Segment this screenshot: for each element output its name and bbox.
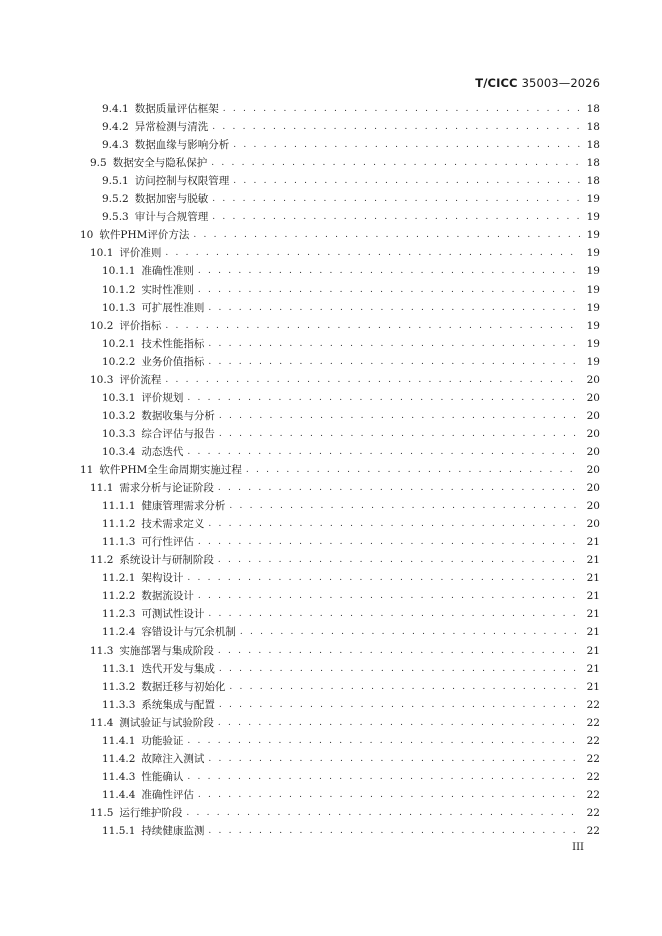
toc-entry-number: 10.3.4 xyxy=(102,445,136,458)
toc-entry-page: 22 xyxy=(586,770,600,783)
toc-entry[interactable] xyxy=(0,443,600,461)
toc-entry[interactable] xyxy=(0,551,600,569)
toc-entry-title: 评价准则 xyxy=(119,247,162,260)
toc-entry-number: 10.1.3 xyxy=(102,301,136,314)
toc-entry-number: 11.2.4 xyxy=(102,626,136,639)
toc-entry[interactable] xyxy=(0,605,600,623)
toc-dot-leader xyxy=(218,479,580,497)
toc-entry-page: 21 xyxy=(586,572,600,585)
toc-entry-title: 系统集成与配置 xyxy=(141,698,215,711)
toc-entry-title: 评价流程 xyxy=(119,373,162,386)
toc-entry-page: 21 xyxy=(586,680,600,693)
toc-entry-title: 实时性准则 xyxy=(141,283,194,296)
toc-entry-page: 19 xyxy=(586,211,600,224)
toc-entry[interactable] xyxy=(0,642,600,660)
toc-entry[interactable] xyxy=(0,804,600,822)
toc-entry-page: 19 xyxy=(586,193,600,206)
toc-entry[interactable] xyxy=(0,732,600,750)
toc-entry[interactable] xyxy=(0,244,600,262)
toc-entry-number: 9.5.2 xyxy=(102,193,129,206)
toc-entry-page: 19 xyxy=(586,301,600,314)
toc-entry-title: 动态迭代 xyxy=(141,445,184,458)
toc-dot-leader xyxy=(208,605,580,623)
toc-entry[interactable] xyxy=(0,750,600,768)
toc-entry[interactable] xyxy=(0,623,600,641)
toc-entry-number: 11.2.2 xyxy=(102,590,136,603)
toc-dot-leader xyxy=(219,407,580,425)
toc-dot-leader xyxy=(212,118,580,136)
toc-entry-title: 软件PHM全生命周期实施过程 xyxy=(99,464,242,476)
toc-entry-page: 21 xyxy=(586,608,600,621)
toc-entry-title: 系统设计与研制阶段 xyxy=(119,554,214,567)
toc-entry-number: 11.2.3 xyxy=(102,608,136,621)
toc-entry-page: 20 xyxy=(586,518,600,531)
toc-entry-page: 21 xyxy=(586,554,600,567)
toc-entry-page: 20 xyxy=(586,427,600,440)
toc-entry-title: 健康管理需求分析 xyxy=(141,500,226,513)
toc-dot-leader xyxy=(193,226,580,244)
toc-entry-page: 19 xyxy=(586,229,600,242)
toc-entry[interactable] xyxy=(0,190,600,208)
toc-entry-page: 22 xyxy=(586,806,600,819)
toc-dot-leader xyxy=(208,750,580,768)
toc-dot-leader xyxy=(187,732,580,750)
toc-entry-page: 21 xyxy=(586,644,600,657)
toc-entry-number: 10.3.1 xyxy=(102,391,136,404)
toc-entry-number: 9.4.1 xyxy=(102,103,129,115)
toc-entry-number: 9.4.2 xyxy=(102,121,129,134)
toc-entry-page: 20 xyxy=(586,409,600,422)
toc-entry-title: 软件PHM评价方法 xyxy=(99,229,190,242)
toc-dot-leader xyxy=(165,317,580,335)
toc-entry-page: 22 xyxy=(586,734,600,747)
toc-entry-number: 9.5 xyxy=(90,157,107,170)
toc-entry-number: 10.3 xyxy=(90,373,114,386)
toc-dot-leader xyxy=(187,389,580,407)
standard-code: T/CICC xyxy=(475,76,518,90)
toc-dot-leader xyxy=(186,804,580,822)
toc-entry-page: 18 xyxy=(586,103,600,115)
toc-entry[interactable] xyxy=(0,497,600,515)
toc-entry-title: 数据加密与脱敏 xyxy=(134,193,209,206)
toc-entry-title: 可行性评估 xyxy=(141,536,194,549)
toc-entry-title: 数据血缘与影响分析 xyxy=(134,139,230,152)
toc-dot-leader xyxy=(219,425,580,443)
toc-dot-leader xyxy=(218,642,580,660)
toc-entry[interactable] xyxy=(0,281,600,299)
toc-dot-leader xyxy=(219,660,580,678)
toc-entry[interactable] xyxy=(0,208,600,226)
toc-entry-number: 11.3.3 xyxy=(102,698,136,711)
toc-entry-number: 11.1.2 xyxy=(102,518,136,531)
toc-entry[interactable] xyxy=(0,335,600,353)
toc-dot-leader xyxy=(208,822,580,840)
toc-entry-page: 19 xyxy=(586,283,600,296)
toc-entry-title: 评价指标 xyxy=(119,319,162,332)
toc-entry-page: 22 xyxy=(586,698,600,711)
toc-entry-title: 业务价值指标 xyxy=(141,355,205,368)
toc-entry-page: 20 xyxy=(586,391,600,404)
toc-entry-page: 19 xyxy=(586,319,600,332)
toc-entry-page: 19 xyxy=(586,247,600,260)
page-number: III xyxy=(572,842,584,853)
toc-entry-page: 22 xyxy=(586,825,600,837)
toc-entry-title: 评价规划 xyxy=(141,391,184,404)
toc-dot-leader xyxy=(223,100,580,118)
toc-entry-title: 测试验证与试验阶段 xyxy=(119,716,214,729)
toc-entry-title: 技术性能指标 xyxy=(141,337,205,350)
toc-dot-leader xyxy=(233,172,580,190)
toc-entry-title: 故障注入测试 xyxy=(141,752,205,765)
toc-entry[interactable] xyxy=(0,172,600,190)
document-header xyxy=(475,76,600,90)
toc-entry-title: 迭代开发与集成 xyxy=(141,662,215,675)
toc-entry-number: 11.4.3 xyxy=(102,770,136,783)
toc-dot-leader xyxy=(229,678,580,696)
toc-entry-title: 实施部署与集成阶段 xyxy=(119,644,214,657)
toc-entry-number: 11.1 xyxy=(90,482,114,495)
toc-entry-title: 访问控制与权限管理 xyxy=(134,175,230,188)
toc-entry[interactable] xyxy=(0,587,600,605)
toc-entry[interactable] xyxy=(0,353,600,371)
toc-entry-page: 19 xyxy=(586,265,600,278)
toc-entry[interactable] xyxy=(0,389,600,407)
toc-entry-title: 可测试性设计 xyxy=(141,608,205,621)
toc-entry-page: 21 xyxy=(586,662,600,675)
toc-entry-number: 9.5.1 xyxy=(102,175,129,188)
toc-entry-number: 11.2 xyxy=(90,554,114,567)
toc-entry-title: 持续健康监测 xyxy=(141,825,205,837)
toc-entry-page: 18 xyxy=(586,121,600,134)
toc-entry-number: 11.3 xyxy=(90,644,114,657)
toc-entry[interactable] xyxy=(0,100,600,118)
toc-entry-title: 架构设计 xyxy=(141,572,184,585)
toc-entry[interactable] xyxy=(0,317,600,335)
toc-dot-leader xyxy=(233,136,580,154)
toc-entry-number: 10.3.3 xyxy=(102,427,136,440)
toc-dot-leader xyxy=(229,497,580,515)
toc-entry[interactable] xyxy=(0,425,600,443)
toc-entry-page: 21 xyxy=(586,536,600,549)
toc-entry-page: 18 xyxy=(586,157,600,170)
toc-entry[interactable] xyxy=(0,479,600,497)
toc-dot-leader xyxy=(208,353,580,371)
toc-entry[interactable] xyxy=(0,696,600,714)
toc-dot-leader xyxy=(187,443,580,461)
toc-entry-number: 11.3.2 xyxy=(102,680,136,693)
toc-entry-page: 22 xyxy=(586,716,600,729)
toc-entry[interactable] xyxy=(0,822,600,840)
toc-dot-leader xyxy=(198,262,580,280)
toc-entry[interactable] xyxy=(0,714,600,732)
toc-entry-number: 11 xyxy=(80,464,94,476)
toc-dot-leader xyxy=(240,623,580,641)
toc-dot-leader xyxy=(198,281,580,299)
toc-dot-leader xyxy=(165,244,580,262)
toc-entry-page: 18 xyxy=(586,139,600,152)
toc-entry-title: 数据流设计 xyxy=(141,590,194,603)
toc-entry-title: 准确性准则 xyxy=(141,265,194,278)
toc-entry[interactable] xyxy=(0,461,600,479)
toc-dot-leader xyxy=(208,515,580,533)
toc-entry-number: 10.2 xyxy=(90,319,114,332)
toc-entry-title: 数据收集与分析 xyxy=(141,409,215,422)
toc-dot-leader xyxy=(208,299,580,317)
toc-entry-title: 运行维护阶段 xyxy=(119,806,183,819)
toc-entry-number: 10.2.1 xyxy=(102,337,136,350)
toc-entry-number: 10 xyxy=(80,229,94,242)
toc-entry[interactable] xyxy=(0,371,600,389)
toc-dot-leader xyxy=(246,461,580,479)
toc-entry-title: 技术需求定义 xyxy=(141,518,205,531)
toc-entry-page: 22 xyxy=(586,788,600,801)
toc-entry-number: 11.4.4 xyxy=(102,788,136,801)
toc-dot-leader xyxy=(218,551,580,569)
toc-entry-title: 需求分析与论证阶段 xyxy=(119,482,214,495)
toc-entry-title: 可扩展性准则 xyxy=(141,301,205,314)
toc-entry-number: 11.1.1 xyxy=(102,500,136,513)
toc-entry-page: 19 xyxy=(586,337,600,350)
toc-entry-number: 10.3.2 xyxy=(102,409,136,422)
standard-number: 35003—2026 xyxy=(521,76,600,90)
toc-entry-title: 数据迁移与初始化 xyxy=(141,680,226,693)
toc-entry-page: 20 xyxy=(586,373,600,386)
toc-entry-title: 性能确认 xyxy=(141,770,184,783)
toc-entry-page: 20 xyxy=(586,500,600,513)
toc-dot-leader xyxy=(212,208,580,226)
toc-entry-title: 综合评估与报告 xyxy=(141,427,215,440)
toc-dot-leader xyxy=(198,786,580,804)
toc-entry-title: 异常检测与清洗 xyxy=(134,121,209,134)
toc-entry-title: 准确性评估 xyxy=(141,788,194,801)
toc-entry[interactable] xyxy=(0,262,600,280)
toc-entry-page: 20 xyxy=(586,482,600,495)
toc-entry[interactable] xyxy=(0,118,600,136)
toc-entry-title: 审计与合规管理 xyxy=(134,211,209,224)
toc-entry-page: 19 xyxy=(586,355,600,368)
toc-entry-title: 功能验证 xyxy=(141,734,184,747)
toc-entry-number: 11.1.3 xyxy=(102,536,136,549)
toc-entry-number: 9.4.3 xyxy=(102,139,129,152)
toc-entry-page: 18 xyxy=(586,175,600,188)
toc-dot-leader xyxy=(187,569,580,587)
toc-entry[interactable] xyxy=(0,299,600,317)
toc-entry[interactable] xyxy=(0,786,600,804)
toc-entry-page: 20 xyxy=(586,464,600,476)
toc-entry[interactable] xyxy=(0,136,600,154)
toc-dot-leader xyxy=(208,335,580,353)
toc-dot-leader xyxy=(198,587,580,605)
toc-entry-number: 10.1.2 xyxy=(102,283,136,296)
toc-entry-number: 11.5.1 xyxy=(102,825,136,837)
toc-entry[interactable] xyxy=(0,678,600,696)
toc-entry-page: 21 xyxy=(586,626,600,639)
toc-entry[interactable] xyxy=(0,533,600,551)
toc-entry[interactable] xyxy=(0,660,600,678)
toc-dot-leader xyxy=(212,190,580,208)
toc-entry-number: 9.5.3 xyxy=(102,211,129,224)
toc-entry[interactable] xyxy=(0,407,600,425)
toc-dot-leader xyxy=(198,533,580,551)
toc-dot-leader xyxy=(187,768,580,786)
toc-entry[interactable] xyxy=(0,154,600,172)
toc-entry[interactable] xyxy=(0,768,600,786)
toc-dot-leader xyxy=(219,696,580,714)
toc-entry-number: 10.1.1 xyxy=(102,265,136,278)
toc-entry-number: 11.5 xyxy=(90,806,114,819)
toc-entry-page: 22 xyxy=(586,752,600,765)
toc-entry-number: 11.4.1 xyxy=(102,734,136,747)
toc-entry[interactable] xyxy=(0,515,600,533)
toc-entry[interactable] xyxy=(0,226,600,244)
toc-entry-number: 10.1 xyxy=(90,247,114,260)
toc-dot-leader xyxy=(218,714,580,732)
toc-entry-title: 数据质量评估框架 xyxy=(134,103,219,115)
toc-entry-number: 11.4.2 xyxy=(102,752,136,765)
toc-entry-number: 11.3.1 xyxy=(102,662,136,675)
toc-entry-title: 容错设计与冗余机制 xyxy=(141,626,236,639)
toc-entry-title: 数据安全与隐私保护 xyxy=(112,157,208,170)
toc-entry-number: 11.2.1 xyxy=(102,572,136,585)
toc-entry-number: 11.4 xyxy=(90,716,114,729)
toc-dot-leader xyxy=(165,371,580,389)
toc-entry-page: 21 xyxy=(586,590,600,603)
toc-entry-page: 20 xyxy=(586,445,600,458)
toc-dot-leader xyxy=(211,154,580,172)
toc-entry-number: 10.2.2 xyxy=(102,355,136,368)
toc-entry[interactable] xyxy=(0,569,600,587)
